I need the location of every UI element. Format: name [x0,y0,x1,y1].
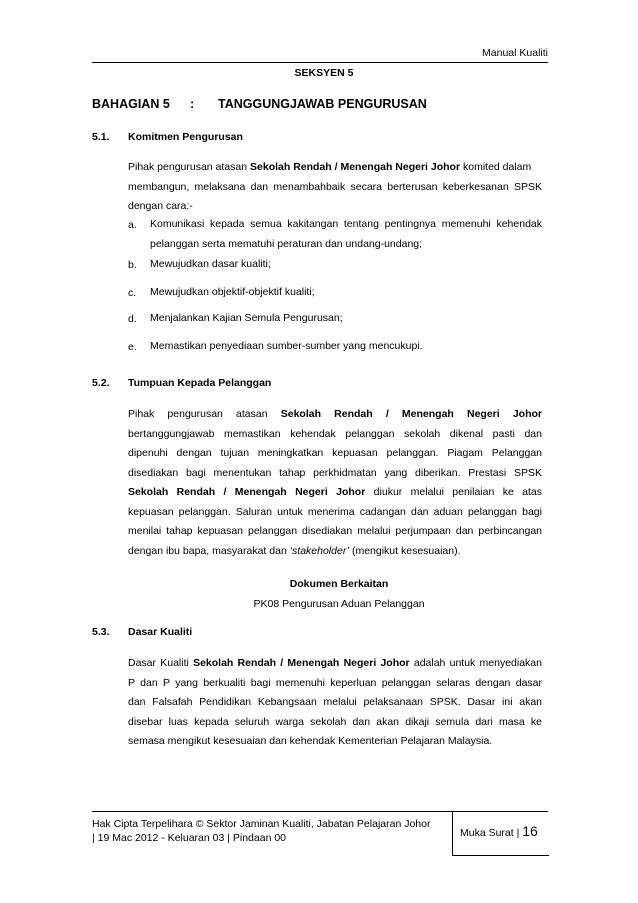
paragraph-line: semasa mengikut kesesuaian dan kehendak Kementerian Pelajaran Malaysia. [128,735,493,747]
page-label: Muka Surat | [460,827,520,839]
paragraph-line: disebar luas kepada seluruh warga sekolah dan akan dikaji semula dari masa ke [128,715,542,728]
list-marker: e. [128,341,137,353]
paragraph-line: membangun, melaksana dan menambahbaik secara berterusan keberkesanan SPSK [128,180,542,193]
list-marker: a. [128,219,137,231]
section-heading: SEKSYEN 5 [294,67,354,79]
part-title: TANGGUNGJAWAB PENGURUSAN [218,97,427,111]
page-value: 16 [522,823,538,839]
paragraph-line: Pihak pengurusan atasan Sekolah Rendah / Menengah Negeri Johor komited dalam [128,161,532,173]
page-number [460,823,538,839]
paragraph-line: dengan ibu bapa, masyarakat dan ‘stakeholder’ (mengikut kesesuaian). [128,544,461,557]
list-item: Memastikan penyediaan sumber-sumber yang mencukupi. [150,340,423,352]
list-marker: c. [128,287,137,299]
paragraph-line: Dasar Kualiti Sekolah Rendah / Menengah Negeri Johor adalah untuk menyediakan [128,657,542,669]
paragraph-line: dan Falsafah Pendidikan Kebangsaan melalui pelaksanaan SPSK. Dasar ini akan [128,696,542,708]
list-marker: b. [128,259,137,271]
list-item: Mewujudkan objektif-objektif kualiti; [150,286,315,298]
section-5-2-paragraph [128,405,542,561]
paragraph-line: P dan P yang berkualiti bagi memenuhi keperluan pelanggan selaras dengan dasar [128,676,542,689]
section-5-1-paragraph [128,158,542,217]
section-5-2-title: Tumpuan Kepada Pelanggan [128,377,272,389]
paragraph-line: Sekolah Rendah / Menengah Negeri Johor diukur melalui penilaian ke atas [128,486,542,498]
footer-line-2: | 19 Mac 2012 - Keluaran 03 | Pindaan 00 [92,832,287,844]
section-5-3-paragraph [128,654,542,752]
related-docs-title: Dokumen Berkaitan [289,578,389,590]
paragraph-line: menilai tahap kepuasan pelanggan disediakan melalui perjumpaan dan perbincangan [128,525,542,537]
header-rule [92,62,548,63]
paragraph-line: disediakan bagi menentukan tahap perkhidmatan yang diberikan. Prestasi SPSK [128,466,542,479]
paragraph-line: dipenuhi dengan tujuan meningkatkan kepuasan pelanggan. Piagam Pelanggan [128,447,542,459]
paragraph-line: kepuasan pelanggan. Saluran untuk menerima cadangan dan aduan pelanggan bagi [128,505,542,518]
part-colon: : [190,97,195,111]
list-item: Menjalankan Kajian Semula Pengurusan; [150,312,343,324]
manual-label: Manual Kualiti [482,47,548,59]
paragraph-line: bertanggungjawab memastikan kehendak pelanggan sekolah dikenal pasti dan [128,427,542,440]
paragraph-line: dengan cara:- [128,200,193,212]
section-5-2-number: 5.2. [92,377,110,389]
paragraph-line: Pihak pengurusan atasan Sekolah Rendah / Menengah Negeri Johor [128,408,542,420]
section-5-1-number: 5.1. [92,131,110,143]
section-5-1-title: Komitmen Pengurusan [128,131,243,143]
related-doc-item: PK08 Pengurusan Aduan Pelanggan [253,598,425,610]
section-5-3-number: 5.3. [92,626,110,638]
section-5-3-title: Dasar Kualiti [128,626,193,638]
list-item: Komunikasi kepada semua kakitangan tentang pentingnya memenuhi kehendak pelanggan serta mematuhi peraturan dan undang-undang; [150,218,542,250]
list-item: Mewujudkan dasar kualiti; [150,258,271,270]
footer-copyright [92,817,430,845]
list-marker: d. [128,313,137,325]
footer-line-1: Hak Cipta Terpelihara © Sektor Jaminan Kualiti, Jabatan Pelajaran Johor [92,818,431,830]
part-label: BAHAGIAN 5 [92,97,170,111]
